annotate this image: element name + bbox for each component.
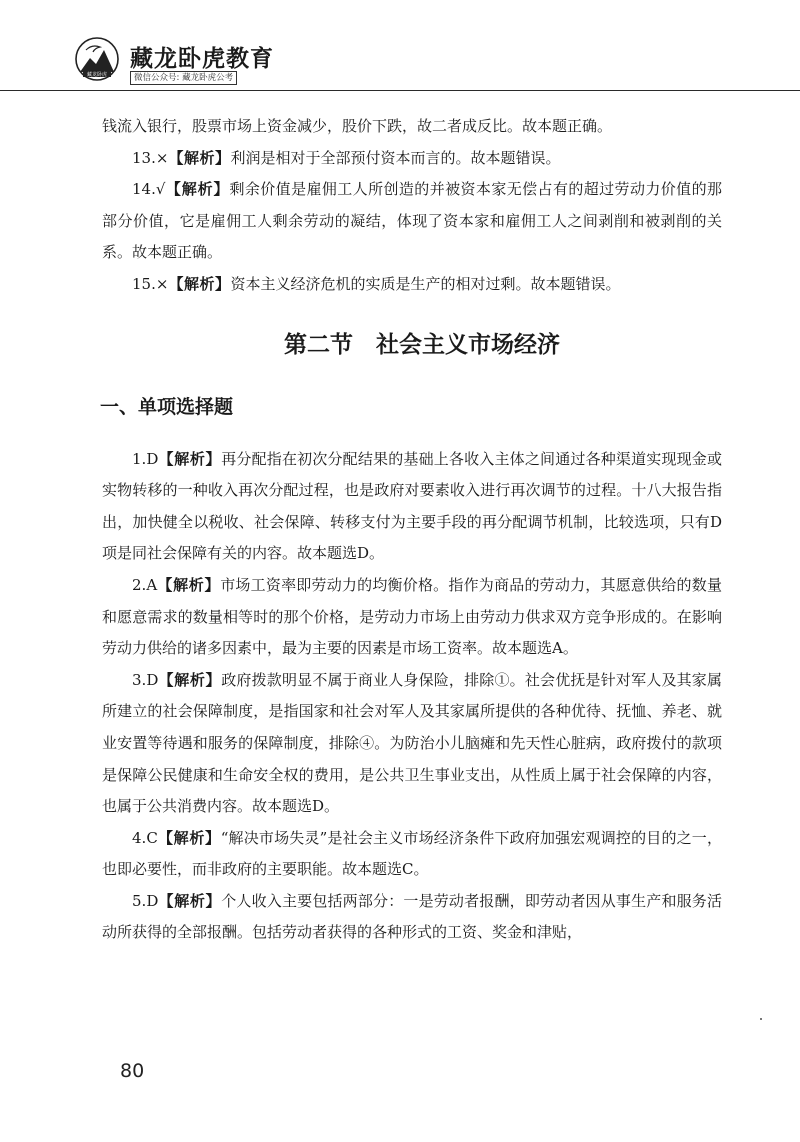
- answer-mark: ×: [155, 274, 169, 293]
- answer-mark: D: [146, 670, 159, 689]
- header-rule: [0, 90, 800, 91]
- answer-text: 政府拨款明显不属于商业人身保险，排除①。社会优抚是针对军人及其家属所建立的社会保障制度，是指国家和社会对军人及其家属所提供的各种优待、抚恤、养老、就业安置等待遇和服务的保障制度，排除④。为防治小儿脑瘫和先天性心脏病，政府拨付的款项是保障公民健康和生命安全权的费用，是公共卫生事业支出，从性质上属于社会保障的内容，也属于公共消费内容。故本题选D。: [102, 670, 722, 816]
- answer-number: 3.: [132, 670, 147, 689]
- page-number: 80: [120, 1060, 145, 1082]
- answer-number: 13.: [132, 148, 156, 167]
- subsection-title: 一、单项选择题: [100, 395, 234, 418]
- analysis-tag: 【解析】: [168, 274, 231, 293]
- analysis-tag: 【解析】: [168, 148, 231, 167]
- answer-number: 4.: [132, 828, 147, 847]
- answer-text: 个人收入主要包括两部分：一是劳动者报酬，即劳动者因从事生产和服务活动所获得的全部报酬。包括劳动者获得的各种形式的工资、奖金和津贴，: [102, 891, 722, 942]
- answer-item: [102, 886, 722, 949]
- previous-answers: [102, 143, 722, 301]
- answer-text: 剩余价值是雇佣工人所创造的并被资本家无偿占有的超过劳动力价值的那部分价值，它是雇佣工人剩余劳动的凝结，体现了资本家和雇佣工人之间剥削和被剥削的关系。故本题正确。: [102, 180, 722, 262]
- answer-item: [102, 444, 722, 570]
- margin-dot: [760, 1018, 762, 1020]
- analysis-tag: 【解析】: [157, 575, 221, 594]
- answer-text: 资本主义经济危机的实质是生产的相对过剩。故本题错误。: [230, 274, 621, 293]
- answer-mark: A: [146, 575, 158, 594]
- answer-number: 5.: [132, 891, 147, 910]
- answer-text: “解决市场失灵”是社会主义市场经济条件下政府加强宏观调控的目的之一，也即必要性，而非政府的主要职能。故本题选C。: [102, 828, 722, 879]
- analysis-tag: 【解析】: [165, 180, 230, 199]
- logo-emblem-text: 藏龙卧虎: [86, 72, 108, 78]
- answer-text: 再分配指在初次分配结果的基础上各收入主体之间通过各种渠道实现现金或实物转移的一种收入再次分配过程，也是政府对要素收入进行再次调节的过程。十八大报告指出，加快健全以税收、社会保障、转移支付为主要手段的再分配调节机制，比较选项，只有D项是同社会保障有关的内容。故本题选D。: [102, 449, 722, 563]
- page-header: [0, 0, 800, 92]
- continuation-paragraph: 钱流入银行，股票市场上资金减少，股价下跌，故二者成反比。故本题正确。: [102, 117, 613, 135]
- section-title: 第二节 社会主义市场经济: [284, 331, 560, 358]
- answer-mark: √: [155, 180, 166, 199]
- answer-item: [102, 823, 722, 886]
- page-content: [102, 111, 722, 949]
- answer-mark: D: [146, 449, 159, 468]
- answer-number: 1.: [132, 449, 147, 468]
- answer-text: 利润是相对于全部预付资本而言的。故本题错误。: [230, 148, 561, 167]
- answer-mark: ×: [155, 148, 169, 167]
- brand-subline: 微信公众号: 藏龙卧虎公考: [130, 71, 237, 85]
- answer-item: [102, 174, 722, 269]
- answer-item: [102, 143, 722, 175]
- answer-number: 14.: [132, 180, 156, 199]
- answer-text: 市场工资率即劳动力的均衡价格。指作为商品的劳动力，其愿意供给的数量和愿意需求的数量相等时的那个价格，是劳动力市场上由劳动力供求双方竞争形成的。在影响劳动力供给的诸多因素中，最为主要的因素是市场工资率。故本题选A。: [102, 575, 722, 658]
- analysis-tag: 【解析】: [158, 449, 222, 468]
- answer-item: [102, 570, 722, 665]
- brand-name: 藏龙卧虎教育: [130, 46, 274, 72]
- logo-emblem-icon: [74, 36, 120, 82]
- analysis-tag: 【解析】: [158, 670, 222, 689]
- analysis-tag: 【解析】: [158, 891, 222, 910]
- answer-item: [102, 665, 722, 823]
- answer-mark: C: [146, 828, 158, 847]
- answer-item: [102, 269, 722, 301]
- answer-list: [102, 444, 722, 950]
- answer-number: 2.: [132, 575, 147, 594]
- answer-number: 15.: [132, 274, 156, 293]
- answer-mark: D: [146, 891, 159, 910]
- analysis-tag: 【解析】: [157, 828, 221, 847]
